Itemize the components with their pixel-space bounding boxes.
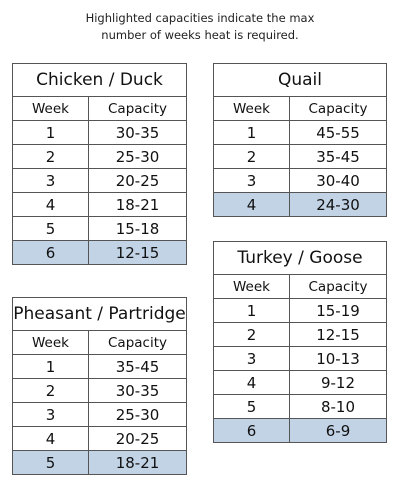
table-row <box>214 169 387 193</box>
column-header-row <box>214 97 387 121</box>
capacity-cell: 20-25 <box>89 427 187 451</box>
week-cell: 3 <box>214 347 290 371</box>
week-cell: 1 <box>214 299 290 323</box>
table-row <box>214 371 387 395</box>
week-cell: 3 <box>214 169 290 193</box>
table-row <box>214 299 387 323</box>
highlighted-row <box>13 451 187 475</box>
capacity-cell: 35-45 <box>89 355 187 379</box>
capacity-cell: 30-35 <box>89 121 187 145</box>
table-row <box>13 427 187 451</box>
turkey-goose-table <box>213 241 387 443</box>
table-row <box>13 379 187 403</box>
capacity-cell: 35-45 <box>290 145 387 169</box>
capacity-column-header: Capacity <box>89 97 187 121</box>
capacity-column-header: Capacity <box>89 331 187 355</box>
chicken-duck-table <box>12 63 187 265</box>
table-row <box>13 217 187 241</box>
highlight-note-line-2: number of weeks heat is required. <box>101 28 299 42</box>
quail-table <box>213 63 387 217</box>
capacity-cell: 18-21 <box>89 451 187 475</box>
column-header-row <box>214 275 387 299</box>
week-cell: 6 <box>13 241 89 265</box>
highlight-note-line-1: Highlighted capacities indicate the max <box>85 11 315 25</box>
capacity-cell: 20-25 <box>89 169 187 193</box>
week-cell: 3 <box>13 403 89 427</box>
week-cell: 4 <box>214 371 290 395</box>
week-cell: 1 <box>214 121 290 145</box>
capacity-column-header: Capacity <box>290 275 387 299</box>
capacity-cell: 30-40 <box>290 169 387 193</box>
capacity-cell: 25-30 <box>89 403 187 427</box>
capacity-cell: 15-19 <box>290 299 387 323</box>
week-cell: 4 <box>13 193 89 217</box>
table-row <box>214 145 387 169</box>
week-cell: 1 <box>13 355 89 379</box>
column-header-row <box>13 331 187 355</box>
table-row <box>13 121 187 145</box>
capacity-cell: 12-15 <box>290 323 387 347</box>
highlight-note <box>0 10 400 44</box>
week-cell: 2 <box>214 323 290 347</box>
table-title: Pheasant / Partridge <box>13 298 187 331</box>
capacity-cell: 12-15 <box>89 241 187 265</box>
week-column-header: Week <box>13 97 89 121</box>
highlighted-row <box>214 193 387 217</box>
capacity-cell: 25-30 <box>89 145 187 169</box>
table-row <box>13 169 187 193</box>
pheasant-partridge-table <box>12 297 187 475</box>
capacity-cell: 15-18 <box>89 217 187 241</box>
capacity-cell: 6-9 <box>290 419 387 443</box>
week-cell: 2 <box>13 379 89 403</box>
table-row <box>13 145 187 169</box>
column-header-row <box>13 97 187 121</box>
table-row <box>13 355 187 379</box>
week-cell: 3 <box>13 169 89 193</box>
table-row <box>214 121 387 145</box>
week-cell: 2 <box>214 145 290 169</box>
highlighted-row <box>214 419 387 443</box>
week-cell: 5 <box>13 451 89 475</box>
week-cell: 2 <box>13 145 89 169</box>
week-column-header: Week <box>214 97 290 121</box>
table-row <box>13 403 187 427</box>
table-row <box>214 347 387 371</box>
capacity-cell: 10-13 <box>290 347 387 371</box>
week-cell: 4 <box>13 427 89 451</box>
capacity-cell: 8-10 <box>290 395 387 419</box>
capacity-column-header: Capacity <box>290 97 387 121</box>
highlighted-row <box>13 241 187 265</box>
capacity-cell: 24-30 <box>290 193 387 217</box>
table-row <box>13 193 187 217</box>
week-cell: 5 <box>214 395 290 419</box>
week-cell: 5 <box>13 217 89 241</box>
week-column-header: Week <box>214 275 290 299</box>
capacity-cell: 45-55 <box>290 121 387 145</box>
week-cell: 4 <box>214 193 290 217</box>
table-row <box>214 395 387 419</box>
capacity-cell: 9-12 <box>290 371 387 395</box>
capacity-cell: 30-35 <box>89 379 187 403</box>
week-cell: 6 <box>214 419 290 443</box>
table-title: Chicken / Duck <box>13 64 187 97</box>
week-cell: 1 <box>13 121 89 145</box>
table-row <box>214 323 387 347</box>
table-title: Quail <box>214 64 387 97</box>
table-title: Turkey / Goose <box>214 242 387 275</box>
week-column-header: Week <box>13 331 89 355</box>
capacity-cell: 18-21 <box>89 193 187 217</box>
